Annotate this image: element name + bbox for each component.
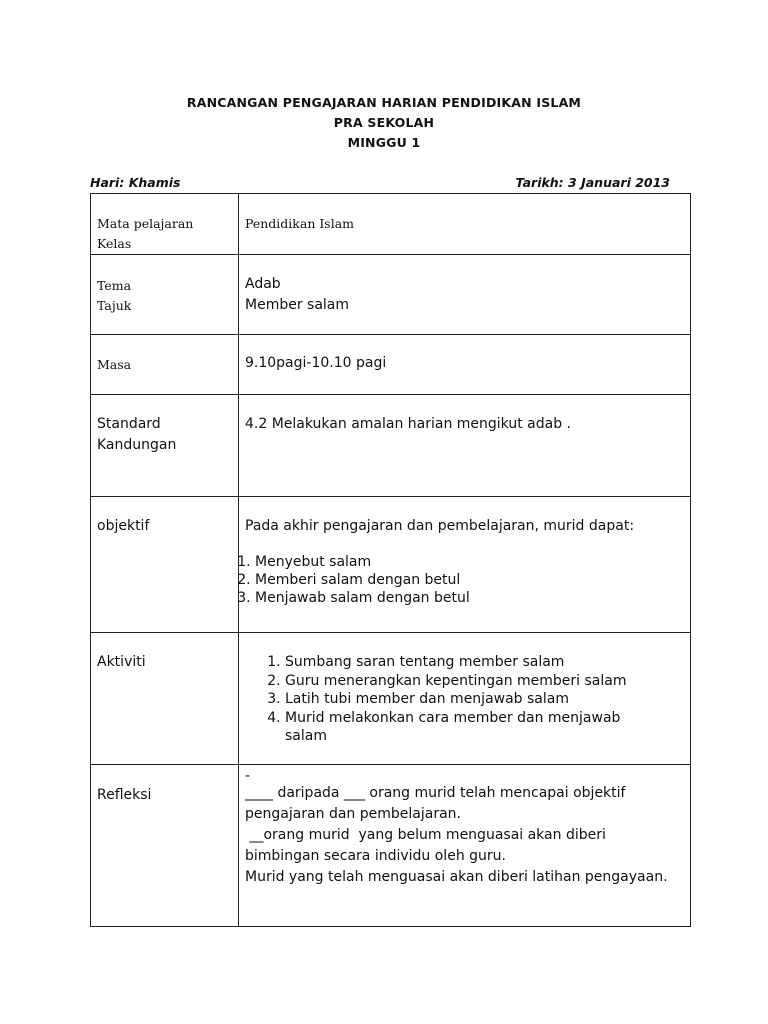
- value-cell: [239, 194, 691, 255]
- objective-list: [239, 553, 684, 607]
- date-label: Tarikh: 3 Januari 2013: [515, 175, 670, 190]
- theme-value: Adab: [245, 276, 281, 292]
- standard-label: Standard: [97, 416, 161, 432]
- value-cell: [239, 765, 691, 927]
- reflection-not-achieved: __orang murid yang belum menguasai akan diberi bimbingan secara individu oleh guru.: [245, 827, 611, 864]
- row-reflection: [91, 765, 691, 927]
- row-objective: [91, 497, 691, 633]
- list-item: 3. Menjawab salam dengan betul: [255, 589, 684, 607]
- row-activity: [91, 633, 691, 765]
- label-cell: [91, 497, 239, 633]
- reflection-enrichment: Murid yang telah menguasai akan diberi latihan pengayaan.: [245, 869, 668, 885]
- list-item: 1. Menyebut salam: [255, 553, 684, 571]
- subject-value: Pendidikan Islam: [245, 216, 355, 231]
- label-cell: [91, 395, 239, 497]
- reflection-dash: -: [245, 768, 251, 784]
- list-item: 1. Sumbang saran tentang member salam: [285, 653, 684, 672]
- activity-label: Aktiviti: [97, 654, 146, 670]
- list-item: 2. Memberi salam dengan betul: [255, 571, 684, 589]
- label-cell: [91, 194, 239, 255]
- value-cell: [239, 335, 691, 395]
- objective-label: objektif: [97, 518, 150, 534]
- list-item: 4. Murid melakonkan cara member dan menjawab salam: [285, 709, 684, 746]
- lesson-plan-table: [90, 193, 691, 927]
- row-theme: [91, 255, 691, 335]
- doc-week: MINGGU 1: [347, 135, 421, 150]
- subject-label: Mata pelajaran: [97, 216, 194, 231]
- class-label: Kelas: [97, 236, 132, 251]
- value-cell: [239, 633, 691, 765]
- row-standard: [91, 395, 691, 497]
- list-item: 2. Guru menerangkan kepentingan memberi salam: [285, 672, 684, 691]
- label-cell: [91, 765, 239, 927]
- topic-value: Member salam: [245, 297, 350, 313]
- row-subject: [91, 194, 691, 255]
- reflection-label: Refleksi: [97, 787, 152, 803]
- day-label: Hari: Khamis: [90, 175, 181, 190]
- doc-title: RANCANGAN PENGAJARAN HARIAN PENDIDIKAN ISLAM: [186, 95, 582, 110]
- doc-subtitle: PRA SEKOLAH: [333, 115, 435, 130]
- topic-label: Tajuk: [97, 298, 132, 313]
- label-cell: [91, 335, 239, 395]
- label-cell: [91, 255, 239, 335]
- time-value: 9.10pagi-10.10 pagi: [245, 355, 387, 371]
- content-label: Kandungan: [97, 437, 177, 453]
- list-item: 3. Latih tubi member dan menjawab salam: [285, 690, 684, 709]
- time-label: Masa: [97, 357, 132, 372]
- row-time: [91, 335, 691, 395]
- label-cell: [91, 633, 239, 765]
- value-cell: [239, 395, 691, 497]
- activity-list: [239, 653, 684, 746]
- standard-value: 4.2 Melakukan amalan harian mengikut adab .: [245, 416, 571, 432]
- theme-label: Tema: [97, 278, 132, 293]
- reflection-achieved: ____ daripada ___ orang murid telah mencapai objektif pengajaran dan pembelajaran.: [245, 785, 626, 822]
- value-cell: [239, 255, 691, 335]
- value-cell: [239, 497, 691, 633]
- objective-intro: Pada akhir pengajaran dan pembelajaran, murid dapat:: [245, 518, 635, 534]
